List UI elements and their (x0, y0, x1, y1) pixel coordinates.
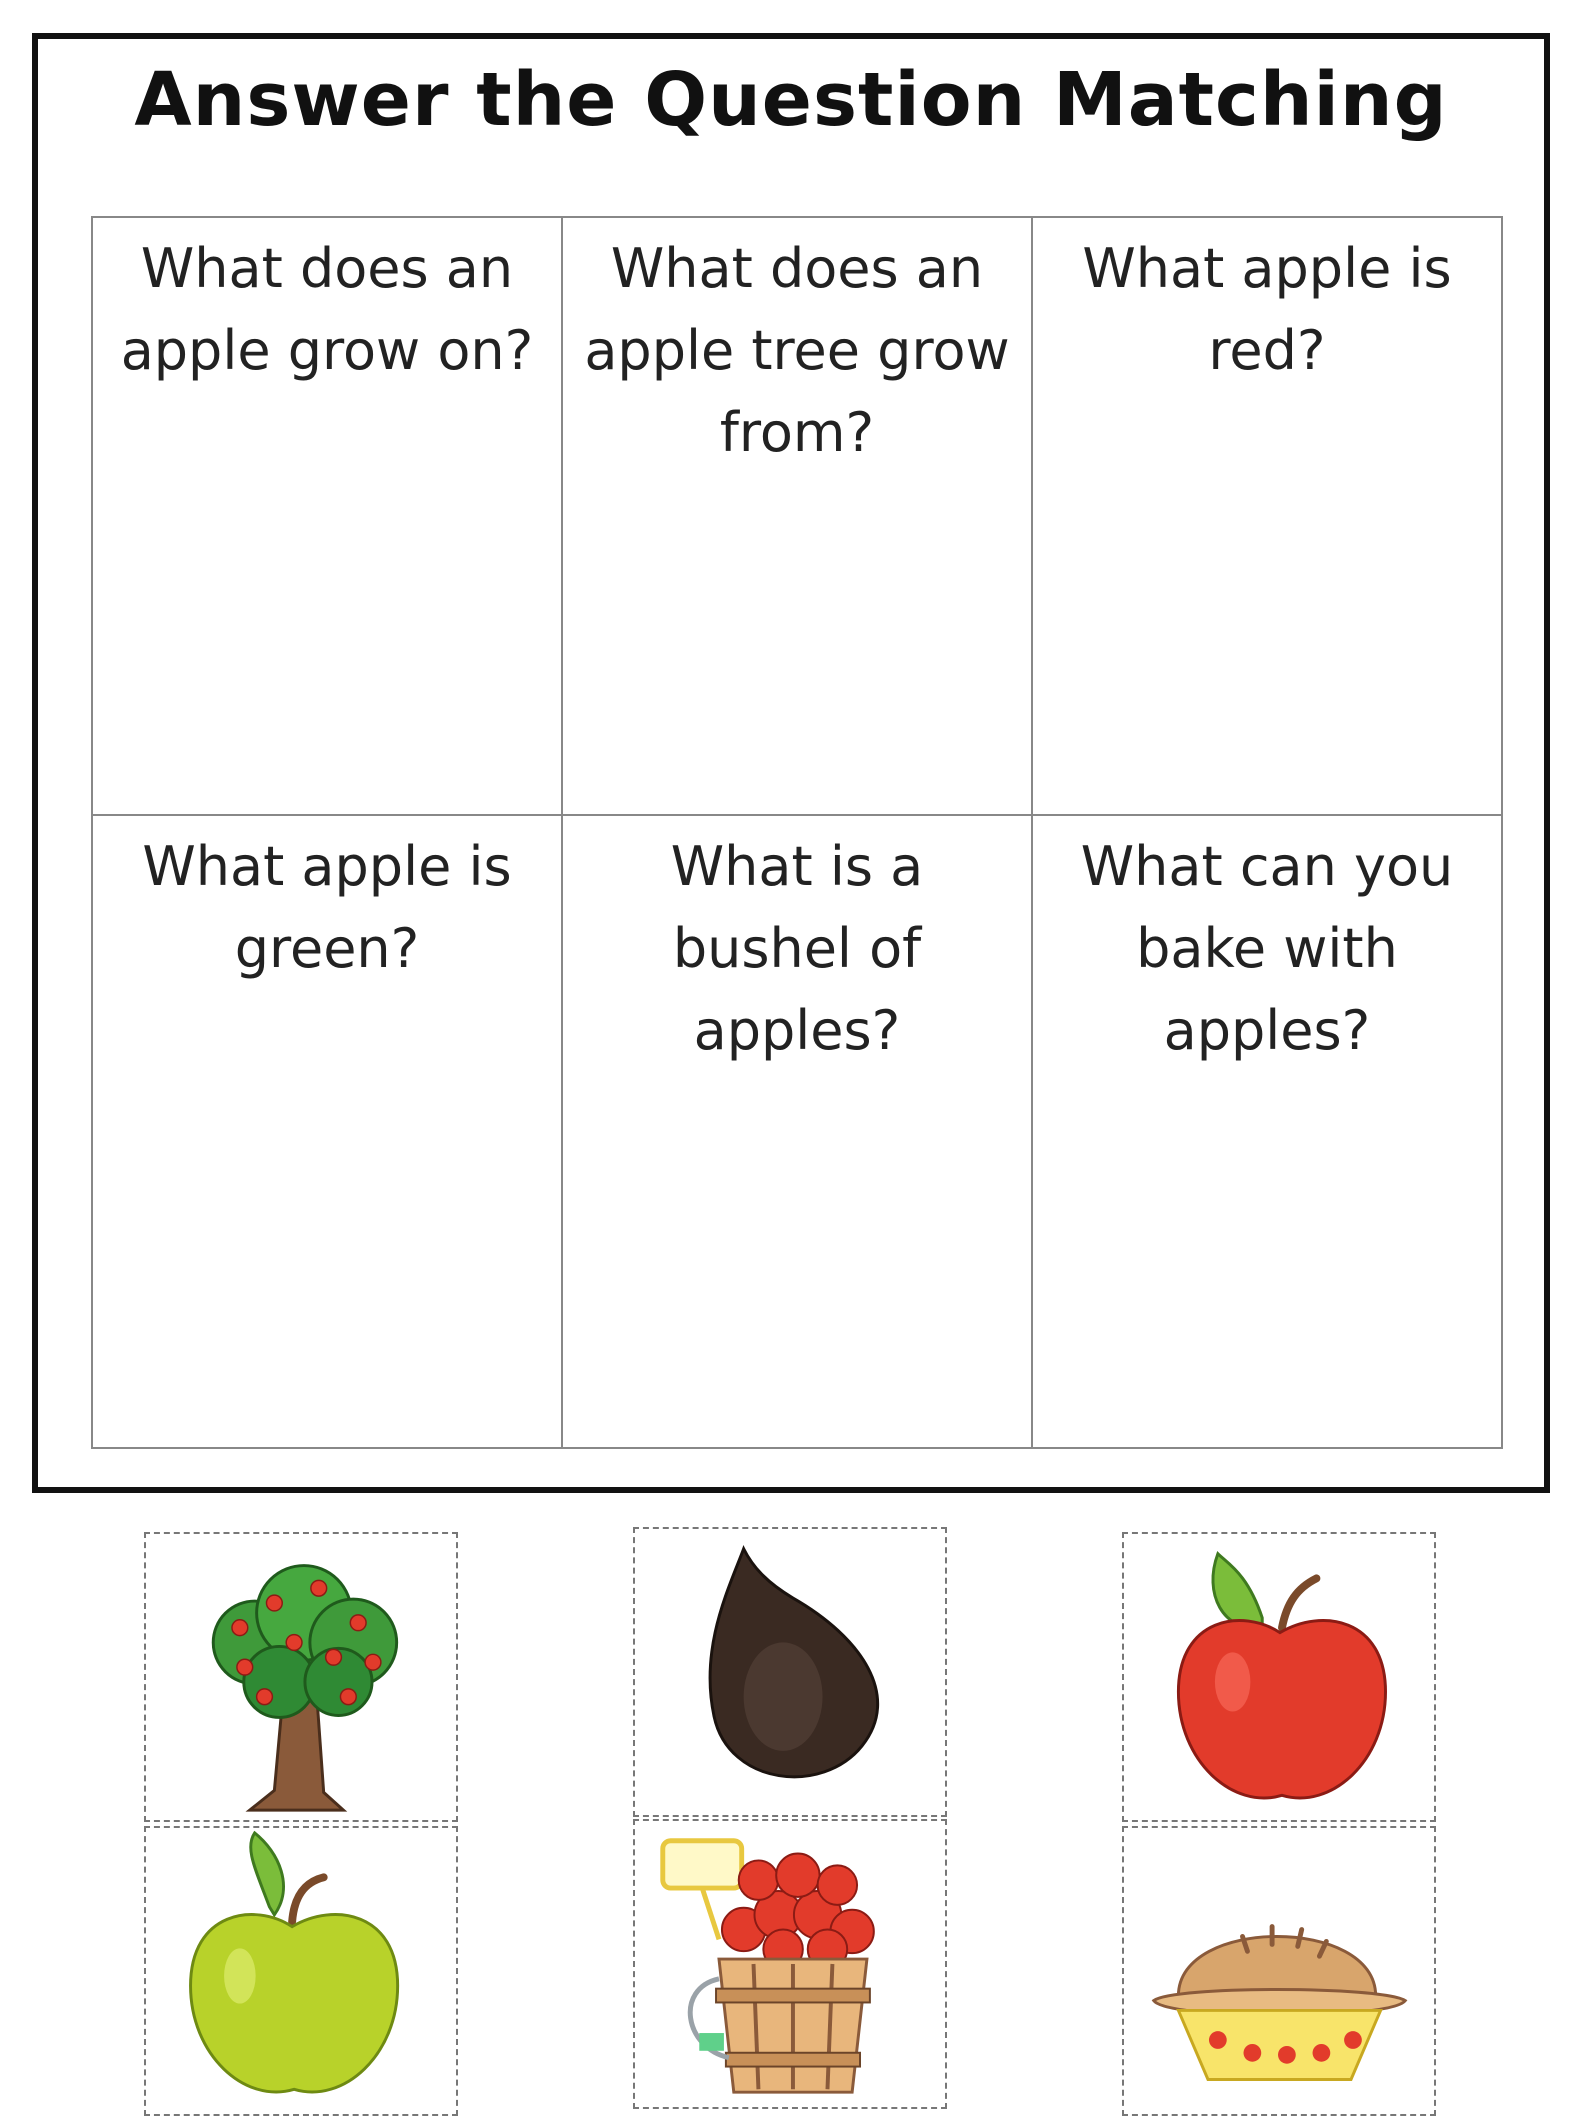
question-text: What apple is red? (1082, 237, 1452, 382)
question-text: What does an apple tree grow from? (584, 237, 1010, 464)
green-apple-icon (146, 1828, 456, 2114)
question-grid (91, 216, 1503, 1449)
question-cell-3[interactable] (1033, 218, 1503, 816)
question-cell-5[interactable] (563, 816, 1033, 1449)
page-title: Answer the Question Matching (134, 57, 1448, 143)
question-cell-6[interactable] (1033, 816, 1503, 1449)
question-text: What does an apple grow on? (120, 237, 534, 382)
apple-bushel-icon (635, 1821, 945, 2107)
apple-tree-icon (146, 1534, 456, 1820)
cut-card-green-apple[interactable] (144, 1826, 458, 2116)
question-cell-2[interactable] (563, 218, 1033, 816)
red-apple-icon (1124, 1534, 1434, 1820)
question-text: What is a bushel of apples? (670, 835, 924, 1062)
question-cell-4[interactable] (93, 816, 563, 1449)
apple-pie-icon (1124, 1828, 1434, 2114)
cut-card-apple-tree[interactable] (144, 1532, 458, 1822)
question-text: What can you bake with apples? (1080, 835, 1454, 1062)
question-cell-1[interactable] (93, 218, 563, 816)
apple-seed-icon (635, 1529, 945, 1815)
question-text: What apple is green? (142, 835, 512, 980)
cut-card-red-apple[interactable] (1122, 1532, 1436, 1822)
cut-card-apple-seed[interactable] (633, 1527, 947, 1817)
worksheet-frame (32, 33, 1550, 1493)
cut-card-apple-pie[interactable] (1122, 1826, 1436, 2116)
cut-card-apple-bushel[interactable] (633, 1819, 947, 2109)
